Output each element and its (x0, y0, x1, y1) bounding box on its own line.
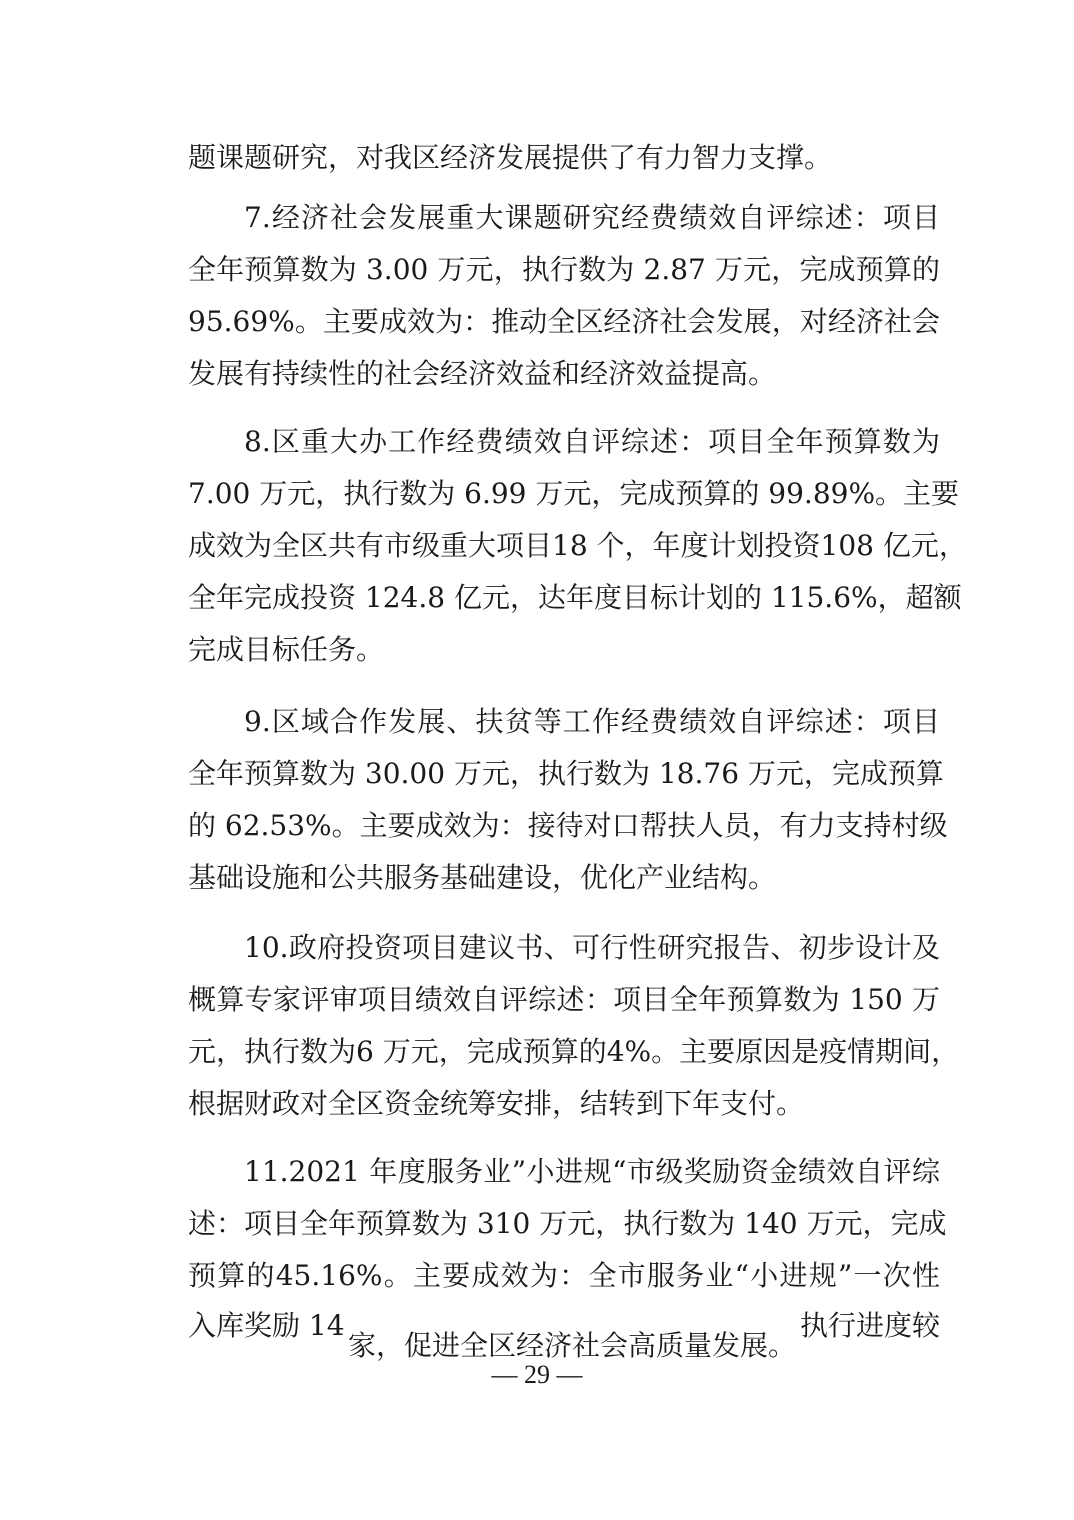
text-line: 全年完成投资 124.8 亿元，达年度目标计划的 115.6%，超额 (188, 581, 962, 614)
text-line: 的 62.53%。主要成效为：接待对口帮扶人员，有力支持村级 (188, 809, 948, 842)
text-line: 完成目标任务。 (188, 633, 385, 666)
text-line: 11.2021 年度服务业”小进规“市级奖励资金绩效自评综 (244, 1155, 940, 1188)
tail-text-right: 执行进度较 (799, 1309, 940, 1342)
text-line: 7.经济社会发展重大课题研究经费绩效自评综述：项目 (244, 201, 940, 234)
text-line: 9.区域合作发展、扶贫等工作经费绩效自评综述：项目 (244, 705, 940, 738)
text-line: 基础设施和公共服务基础建设，优化产业结构。 (188, 861, 777, 894)
text-line: 全年预算数为 3.00 万元，执行数为 2.87 万元，完成预算的 (188, 253, 940, 286)
text-line: 题课题研究，对我区经济发展提供了有力智力支撑。 (188, 141, 833, 174)
text-line: 8.区重大办工作经费绩效自评综述：项目全年预算数为 (244, 425, 940, 458)
text-line: 10.政府投资项目建议书、可行性研究报告、初步设计及 (244, 931, 940, 964)
text-line: 元，执行数为6 万元，完成预算的4%。主要原因是疫情期间， (188, 1035, 960, 1068)
tail-text-middle: 家，促进全区经济社会高质量发展。 (348, 1329, 797, 1362)
tail-text-left: 入库奖励 14 (188, 1309, 345, 1342)
text-line: 7.00 万元，执行数为 6.99 万元，完成预算的 99.89%。主要 (188, 477, 960, 510)
text-line: 根据财政对全区资金统筹安排，结转到下年支付。 (188, 1087, 805, 1120)
text-line: 全年预算数为 30.00 万元，执行数为 18.76 万元，完成预算 (188, 757, 944, 790)
text-line: 成效为全区共有市级重大项目18 个，年度计划投资108 亿元， (188, 529, 967, 562)
page-number: — 29 — (491, 1360, 583, 1389)
text-line: 发展有持续性的社会经济效益和经济效益提高。 (188, 357, 777, 390)
text-line: 95.69%。主要成效为：推动全区经济社会发展，对经济社会 (188, 305, 940, 338)
text-line: 述：项目全年预算数为 310 万元，执行数为 140 万元，完成 (188, 1207, 947, 1240)
text-line: 预算的45.16%。主要成效为：全市服务业“小进规”一次性 (188, 1259, 940, 1292)
text-line: 概算专家评审项目绩效自评综述：项目全年预算数为 150 万 (188, 983, 940, 1016)
